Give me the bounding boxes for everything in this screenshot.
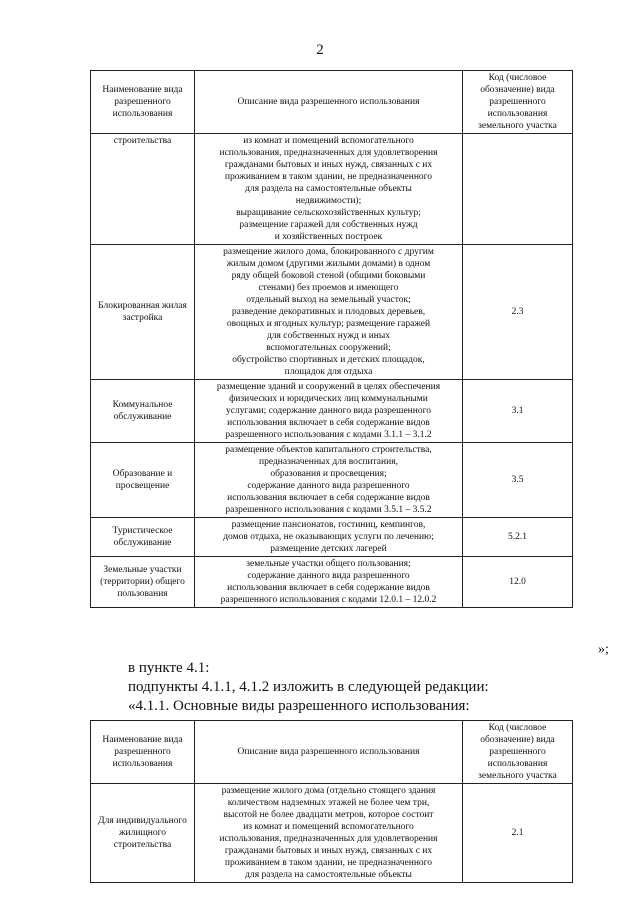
row-name: Для индивидуального жилищного строительства — [91, 784, 195, 883]
header-name: Наименование вида разрешенного использования — [91, 71, 195, 134]
description-line: размещение пансионатов, гостиниц, кемпингов, — [231, 520, 426, 530]
table-row — [91, 245, 573, 380]
row-description — [195, 134, 463, 245]
header-name: Наименование вида разрешенного использования — [91, 721, 195, 784]
description-line: содержание данного вида разрешенного — [247, 571, 410, 581]
header-code: Код (числовое обозначение) вида разрешенного использования земельного участка — [463, 71, 573, 134]
description-line: домов отдыха, не оказывающих услуги по лечению; — [223, 532, 434, 542]
header-description: Описание вида разрешенного использования — [195, 71, 463, 134]
description-line: разрешенного использования с кодами 3.1.1 – 3.1.2 — [225, 430, 432, 440]
description-line: размещение детских лагерей — [270, 544, 387, 554]
description-line: количеством надземных этажей не более чем три, — [227, 798, 430, 808]
row-description — [195, 380, 463, 443]
description-line: размещение объектов капитального строительства, — [225, 445, 432, 455]
description-line: высотой не более двадцати метров, которое состоит — [223, 810, 434, 820]
table-row — [91, 557, 573, 608]
description-line: гражданами бытовых и иных нужд, связанных с их — [224, 846, 433, 856]
description-line: отдельный выход на земельный участок; — [246, 295, 411, 305]
description-line: физических и юридических лиц коммунальными — [229, 394, 428, 404]
table-row — [91, 380, 573, 443]
description-line: и хозяйственных построек — [274, 232, 383, 242]
description-line: из комнат и помещений вспомогательного — [243, 822, 414, 832]
description-line: гражданами бытовых и иных нужд, связанных с их — [224, 160, 433, 170]
description-line: для раздела на самостоятельные объекты — [245, 870, 412, 880]
description-line: жилым домом (другими жилыми домами) в одном — [226, 259, 431, 269]
closing-quote: »; — [598, 642, 609, 657]
table-row — [91, 443, 573, 518]
description-line: использования включает в себя содержание видов — [227, 418, 430, 428]
row-code: 3.1 — [463, 380, 573, 443]
description-line: услугами; содержание данного вида разрешенного — [225, 406, 431, 416]
row-description — [195, 245, 463, 380]
header-code: Код (числовое обозначение) вида разрешенного использования земельного участка — [463, 721, 573, 784]
row-description — [195, 518, 463, 557]
description-line: разрешенного использования с кодами 3.5.1 – 3.5.2 — [225, 505, 432, 515]
row-name: Земельные участки (территории) общего пользования — [91, 557, 195, 608]
row-name: Коммунальное обслуживание — [91, 380, 195, 443]
description-line: обустройство спортивных и детских площадок, — [232, 355, 425, 365]
description-line: стенами) без проемов и имеющего — [258, 283, 399, 293]
table-row — [91, 784, 573, 883]
land-use-table-2 — [90, 720, 573, 883]
description-line: содержание данного вида разрешенного — [247, 481, 410, 491]
row-code — [463, 134, 573, 245]
description-line: предназначенных для воспитания, — [259, 457, 398, 467]
header-description: Описание вида разрешенного использования — [195, 721, 463, 784]
description-line: разрешенного использования с кодами 12.0.1 – 12.0.2 — [220, 595, 437, 605]
description-line: ряду общей боковой стеной (общими боковыми — [231, 271, 426, 281]
row-code: 5.2.1 — [463, 518, 573, 557]
row-name: Туристическое обслуживание — [91, 518, 195, 557]
row-name: Образование и просвещение — [91, 443, 195, 518]
row-description — [195, 784, 463, 883]
description-line: образования и просвещения; — [270, 469, 387, 479]
description-line: земельные участки общего пользования; — [246, 559, 411, 569]
paragraph-main-uses: «4.1.1. Основные виды разрешенного использования: — [128, 698, 470, 714]
land-use-table-1 — [90, 70, 573, 608]
description-line: использования, предназначенных для удовлетворения — [219, 834, 438, 844]
description-line: размещение жилого дома, блокированного с другим — [223, 247, 434, 257]
row-code: 3.5 — [463, 443, 573, 518]
description-line: выращивание сельскохозяйственных культур; — [236, 208, 421, 218]
row-description — [195, 557, 463, 608]
description-line: разведение декоративных и плодовых деревьев, — [231, 307, 426, 317]
table-row — [91, 134, 573, 245]
description-line: овощных и ягодных культур; размещение гаражей — [226, 319, 431, 329]
description-line: размещение зданий и сооружений в целях обеспечения — [216, 382, 441, 392]
row-description — [195, 443, 463, 518]
description-line: размещение жилого дома (отдельно стоящего здания — [221, 786, 436, 796]
description-line: недвижимости); — [295, 196, 362, 206]
description-line: из комнат и помещений вспомогательного — [243, 136, 414, 146]
description-line: проживанием в таком здании, не предназначенного — [224, 858, 433, 868]
description-line: размещение гаражей для собственных нужд — [239, 220, 418, 230]
row-code: 2.3 — [463, 245, 573, 380]
description-line: использования, предназначенных для удовлетворения — [219, 148, 438, 158]
page-number: 2 — [316, 42, 324, 58]
description-line: вспомогательных сооружений; — [266, 343, 391, 353]
row-code: 12.0 — [463, 557, 573, 608]
description-line: использования включает в себя содержание видов — [227, 493, 430, 503]
paragraph-subpoints: подпункты 4.1.1, 4.1.2 изложить в следующей редакции: — [128, 679, 489, 695]
row-name: строительства — [91, 134, 195, 245]
row-code: 2.1 — [463, 784, 573, 883]
row-name: Блокированная жилая застройка — [91, 245, 195, 380]
description-line: для раздела на самостоятельные объекты — [245, 184, 412, 194]
description-line: использования включает в себя содержание видов — [227, 583, 430, 593]
description-line: площадок для отдыха — [284, 367, 373, 377]
description-line: для собственных нужд и иных — [266, 331, 391, 341]
paragraph-point-4-1: в пункте 4.1: — [128, 660, 210, 676]
table-row — [91, 518, 573, 557]
description-line: проживанием в таком здании, не предназначенного — [224, 172, 433, 182]
